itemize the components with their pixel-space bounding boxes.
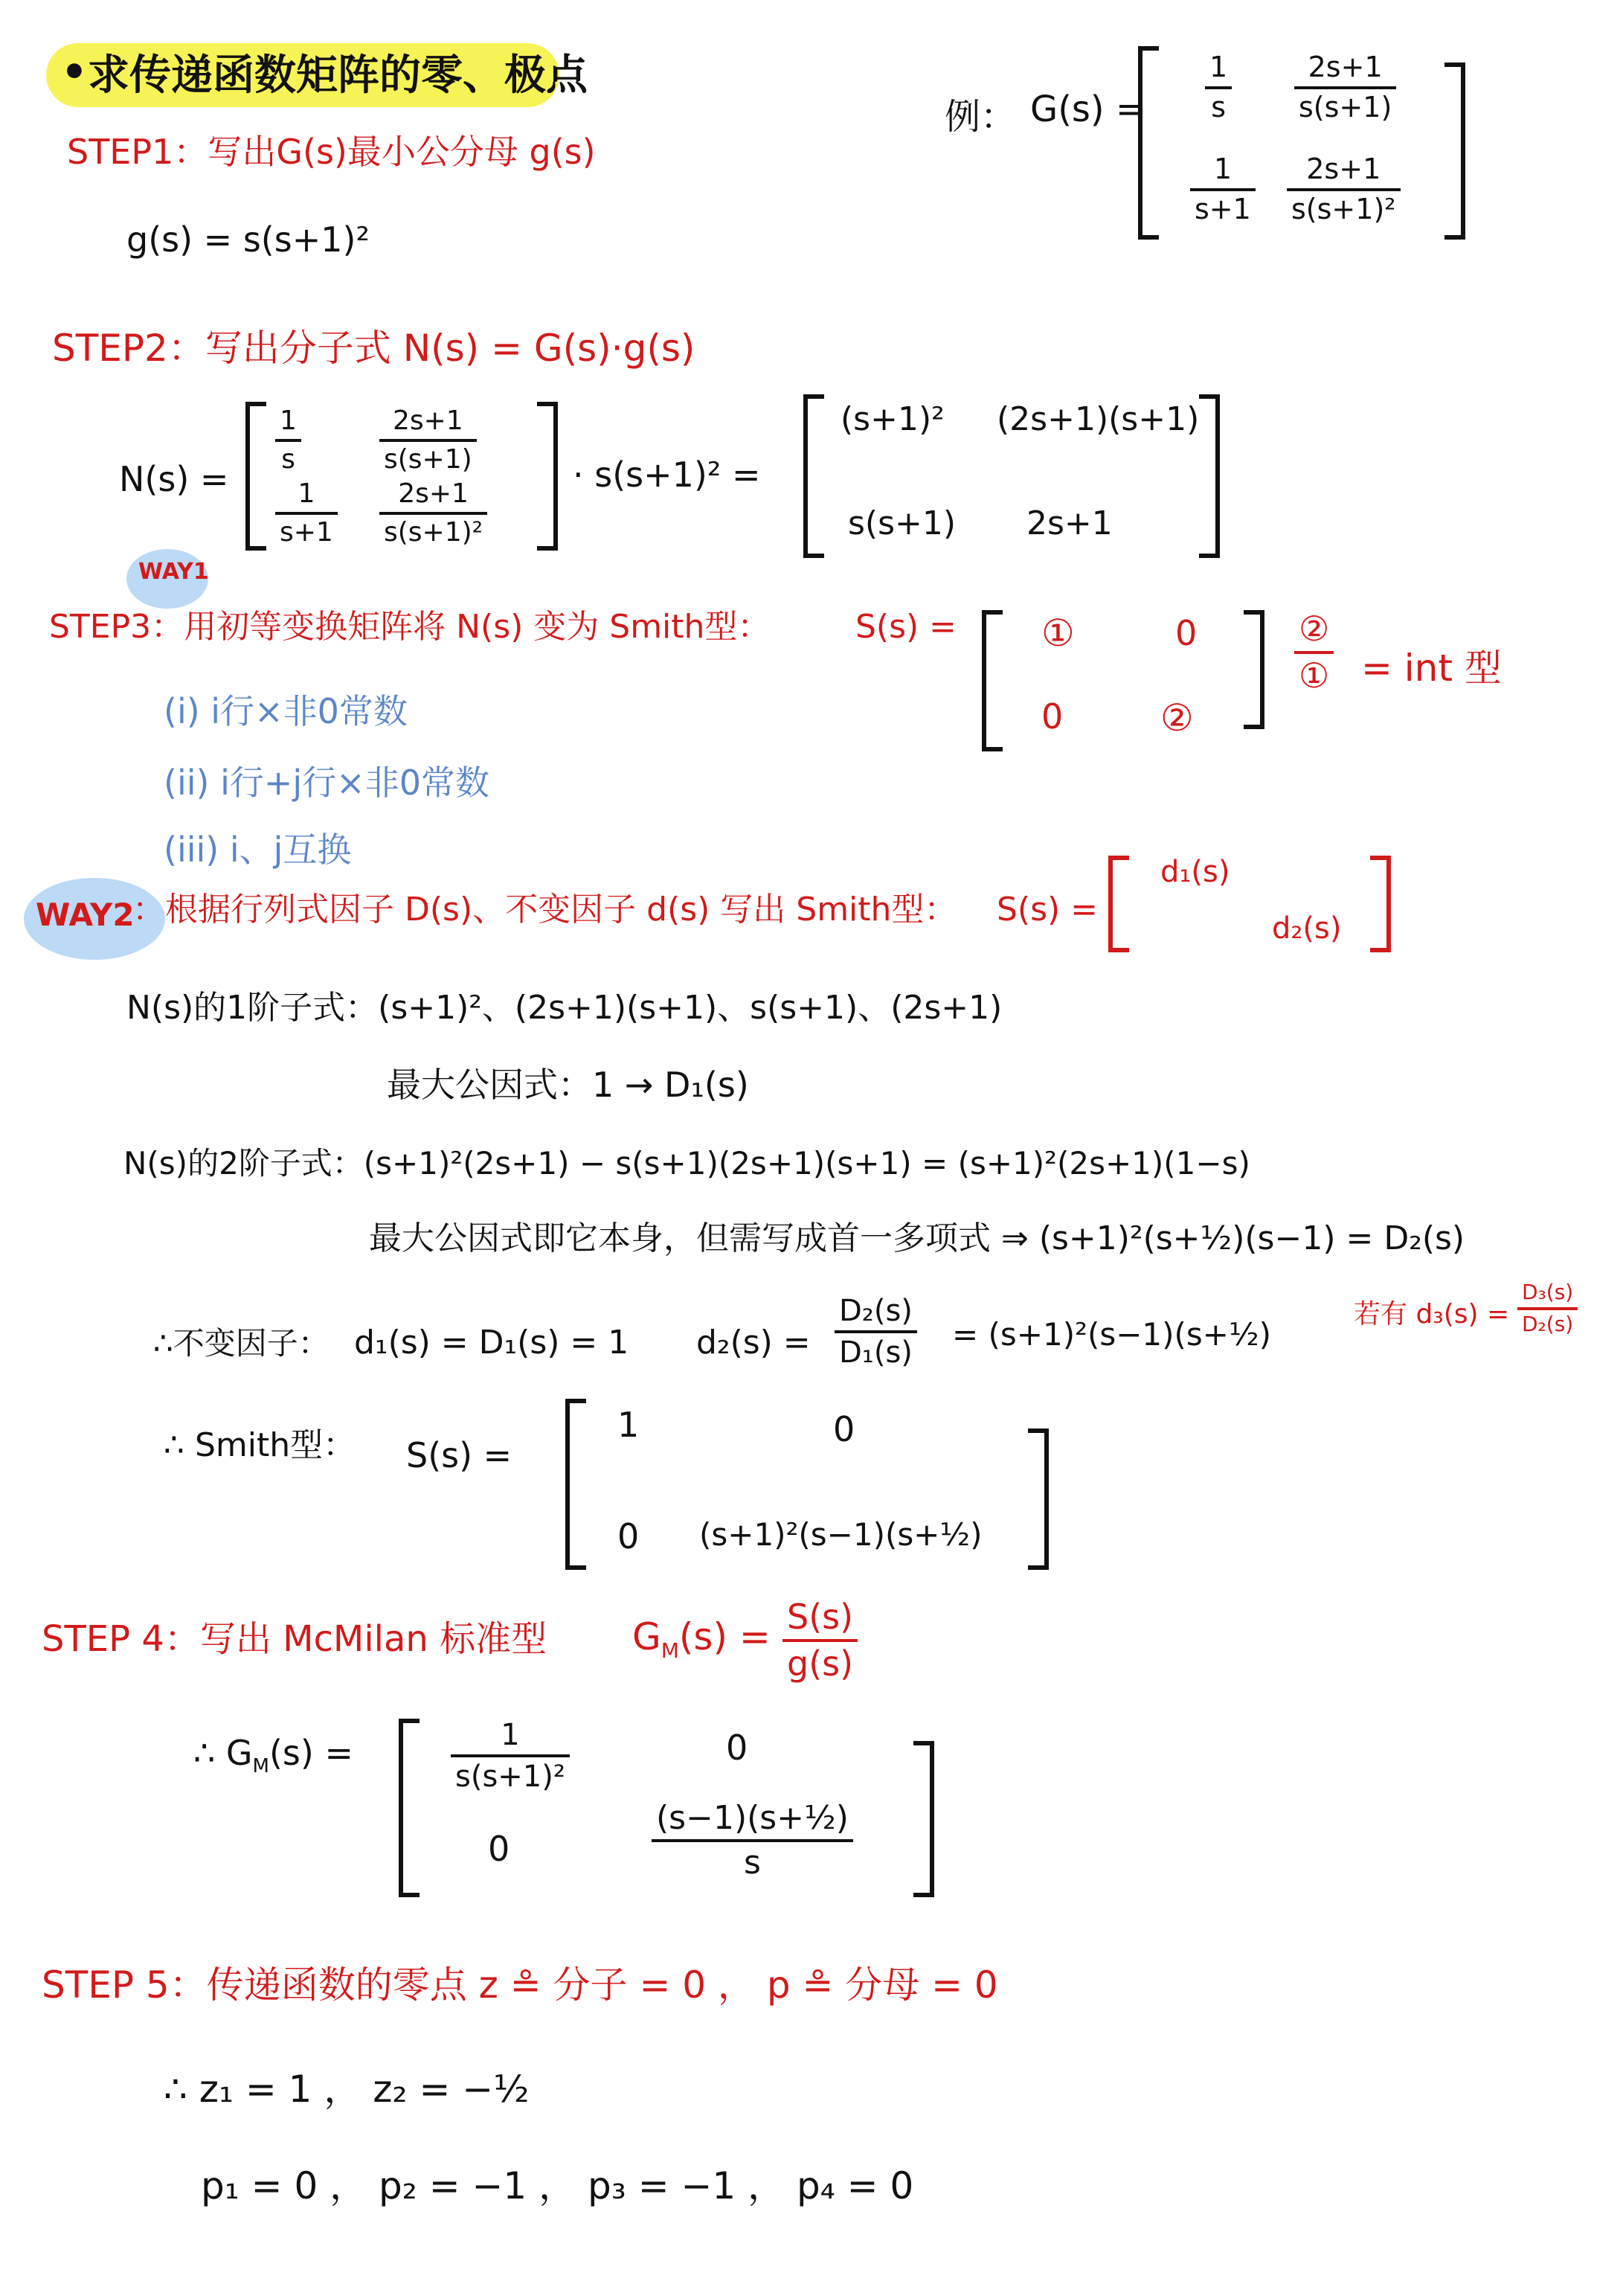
bracket-right <box>1244 610 1264 729</box>
step1-line: g(s) = s(s+1)² <box>126 219 370 260</box>
bracket-right <box>1199 394 1220 558</box>
step4-mcmillan-matrix <box>399 1719 934 1897</box>
bracket-right <box>1028 1428 1049 1570</box>
way2-label: WAY2 <box>36 897 135 933</box>
bracket-left <box>1108 856 1129 952</box>
bracket-right <box>1370 856 1391 952</box>
step2-g11: $\frac{1}{s}$ <box>275 406 301 474</box>
way2-heading: ：根据行列式因子 D(s)、不变因子 d(s) 写出 Smith型： <box>132 891 957 929</box>
step3-S-lhs: S(s) = <box>855 608 957 646</box>
example-g21: $\frac{1}{s+1}$ <box>1190 154 1256 225</box>
way2-order2: N(s)的2阶子式：(s+1)²(2s+1) − s(s+1)(2s+1)(s+1) = (s+1)²(2s+1)(1−s) <box>123 1145 1250 1181</box>
way2-if-d3: 若有 d₃(s) = <box>1354 1299 1510 1330</box>
bracket-left <box>399 1719 420 1897</box>
step3-op-3: (iii) i、j互换 <box>164 830 352 870</box>
way2-smith-matrix <box>565 1399 1049 1570</box>
way2-d1: d₁(s) <box>1160 855 1230 889</box>
way2-d2-lhs: d₂(s) = <box>696 1324 811 1362</box>
way2-smith-label: ∴ Smith型： <box>164 1426 356 1464</box>
way2-smith-form <box>1108 856 1391 952</box>
step4-m22: $\frac{\text{(s−1)(s+½)}}{s}$ <box>652 1800 853 1882</box>
example-g11: $\frac{1}{s}$ <box>1205 52 1232 124</box>
way2-s21: 0 <box>617 1516 640 1556</box>
step3-ratio-text: = int 型 <box>1361 647 1502 690</box>
example-label: 例： <box>945 96 1017 138</box>
step4-m12: 0 <box>726 1728 748 1768</box>
way2-d2: d₂(s) <box>1272 911 1342 946</box>
way2-d3-frac: $\frac{\text{D₃(s)}}{\text{D₂(s)}}$ <box>1517 1281 1578 1336</box>
step2-n21: s(s+1) <box>848 504 957 542</box>
bracket-left <box>803 394 824 558</box>
way2-inv-label: ∴不变因子： <box>153 1325 330 1362</box>
bracket-right <box>537 402 558 551</box>
step1-heading: STEP1：写出G(s)最小公分母 g(s) <box>67 132 596 172</box>
way2-s11: 1 <box>617 1405 640 1445</box>
step5-zeros: ∴ z₁ = 1 ， z₂ = −½ <box>164 2068 530 2111</box>
way2-S-lhs: S(s) = <box>997 891 1099 929</box>
bracket-left <box>982 610 1003 751</box>
example-matrix <box>1138 46 1465 240</box>
step3-smith-matrix <box>982 610 1264 751</box>
example-g12: $\frac{2s+1}{s(s+1)}$ <box>1294 52 1396 124</box>
step2-n11: (s+1)² <box>841 400 945 438</box>
step3-zero-b: 0 <box>1041 696 1064 737</box>
example-G-lhs: G(s) = <box>1030 89 1146 130</box>
step3-c2: ② <box>1160 696 1194 740</box>
step2-N-matrix <box>803 394 1220 558</box>
way2-d2-rhs: = (s+1)²(s−1)(s+½) <box>952 1316 1272 1353</box>
title-bullet: • <box>61 48 88 97</box>
bracket-right <box>913 1741 934 1897</box>
step4-m21: 0 <box>488 1829 510 1869</box>
step2-G-matrix <box>245 402 558 551</box>
way2-d1-eq: d₁(s) = D₁(s) = 1 <box>354 1324 629 1362</box>
step3-op-1: (i) i行×非0常数 <box>164 691 408 731</box>
step4-gm-frac: $\frac{S(s)}{g(s)}$ <box>782 1598 858 1682</box>
step2-lhs: N(s) = <box>119 459 229 499</box>
bracket-right <box>1444 62 1465 240</box>
way2-s22: (s+1)²(s−1)(s+½) <box>699 1516 983 1553</box>
way2-order1: N(s)的1阶子式：(s+1)²、(2s+1)(s+1)、s(s+1)、(2s+1) <box>126 989 1003 1027</box>
way2-s12: 0 <box>833 1409 855 1449</box>
step5-poles: p₁ = 0 ， p₂ = −1 ， p₃ = −1 ， p₄ = 0 <box>201 2164 914 2207</box>
step2-heading: STEP2：写出分子式 N(s) = G(s)·g(s) <box>52 327 695 370</box>
step2-g21: $\frac{1}{s+1}$ <box>275 479 338 547</box>
step4-gm: $G_M(s)$ = <box>632 1615 771 1663</box>
bracket-left <box>245 402 266 551</box>
step2-n22: 2s+1 <box>1026 504 1113 542</box>
step3-c1: ① <box>1041 612 1075 655</box>
page-title: 求传递函数矩阵的零、极点 <box>88 51 588 100</box>
step2-g12: $\frac{2s+1}{s(s+1)}$ <box>379 406 477 474</box>
way1-label: WAY1 <box>138 559 209 585</box>
step2-n12: (2s+1)(s+1) <box>997 400 1200 438</box>
step3-op-2: (ii) i行+j行×非0常数 <box>164 763 489 803</box>
bracket-left <box>1138 46 1159 240</box>
step3-heading: STEP3：用初等变换矩阵将 N(s) 变为 Smith型： <box>49 608 771 646</box>
step5-heading: STEP 5：传递函数的零点 z ≗ 分子 = 0 ， p ≗ 分母 = 0 <box>42 1963 998 2007</box>
step2-mult: · s(s+1)² = <box>573 455 761 495</box>
way2-d2-frac: $\frac{\text{D₂(s)}}{\text{D₁(s)}}$ <box>835 1295 917 1369</box>
step3-ratio: $\frac{\text{②}}{\text{①}}$ <box>1294 610 1334 694</box>
step4-heading: STEP 4：写出 McMilan 标准型 <box>42 1618 547 1660</box>
step2-g22: $\frac{2s+1}{\text{s(s+1)²}}$ <box>379 479 487 547</box>
step3-zero-a: 0 <box>1175 613 1198 653</box>
step4-lhs: ∴ $G_M(s)$ = <box>193 1733 354 1778</box>
way2-gcd2: 最大公因式即它本身，但需写成首一多项式 ⇒ (s+1)²(s+½)(s−1) = D₂(s) <box>369 1219 1465 1257</box>
example-g22: $\frac{2s+1}{\text{s(s+1)²}}$ <box>1287 154 1401 225</box>
step4-m11: $\frac{1}{\text{s(s+1)²}}$ <box>451 1719 570 1793</box>
way2-gcd1: 最大公因式：1 → D₁(s) <box>387 1065 749 1105</box>
way2-s-lhs: S(s) = <box>406 1435 512 1475</box>
bracket-left <box>565 1399 586 1570</box>
